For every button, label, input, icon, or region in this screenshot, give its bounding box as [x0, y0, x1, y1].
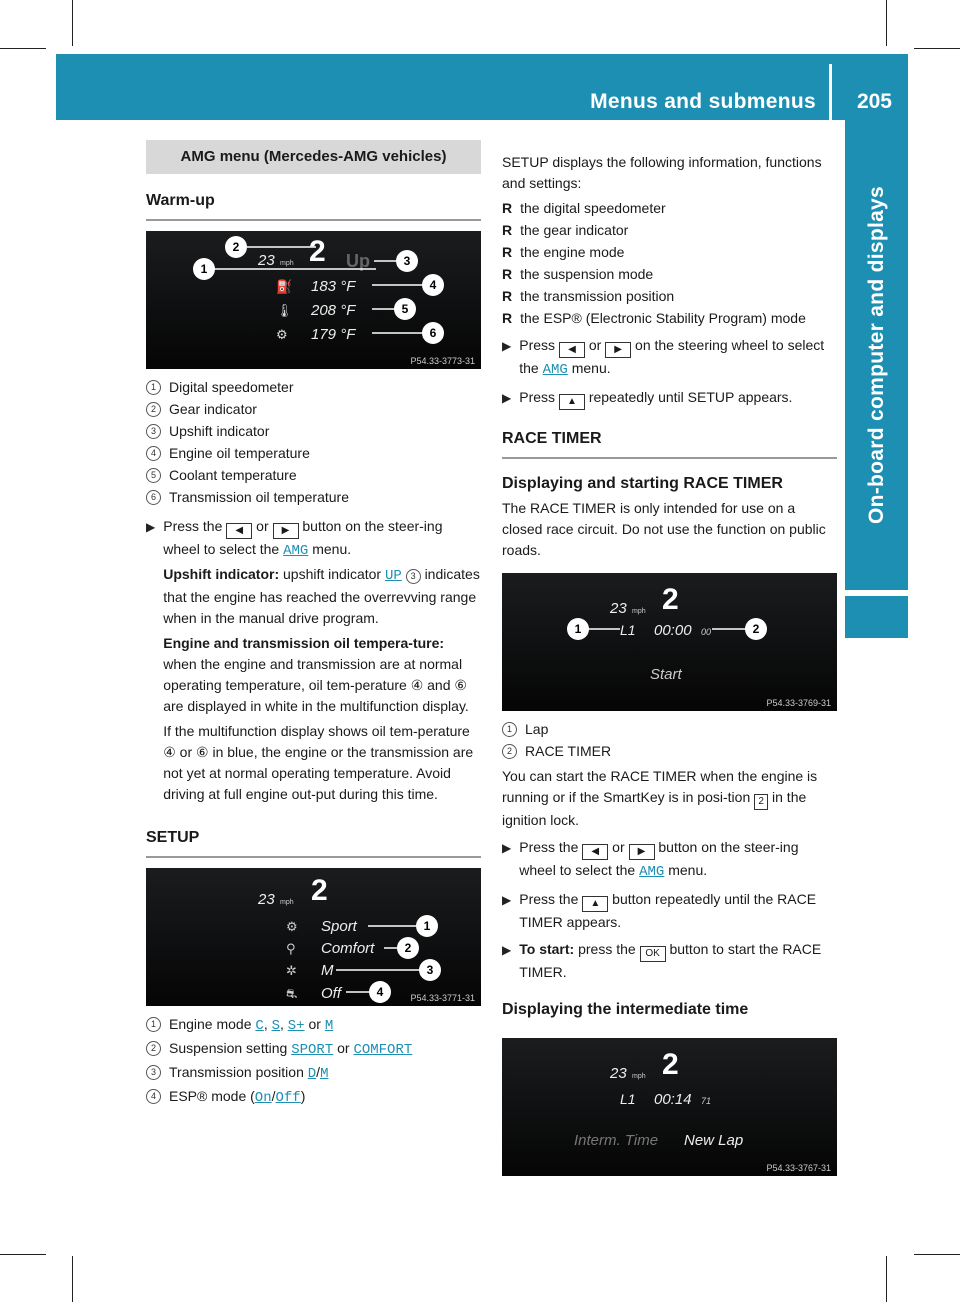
- step-text: repeatedly until SETUP appears.: [588, 389, 793, 405]
- legend-item: [502, 719, 837, 740]
- bullet-item: R the suspension mode: [502, 264, 837, 285]
- step-text: menu.: [668, 862, 708, 878]
- callout-3: 3: [426, 963, 434, 977]
- arrow-icon: ▶: [502, 841, 512, 855]
- interm-time-softkey: Interm. Time: [574, 1132, 659, 1149]
- bullet-text: the gear indicator: [520, 222, 629, 238]
- separator: ): [300, 1088, 306, 1104]
- warmup-display-figure: [146, 231, 481, 369]
- upshift-label: Upshift indicator:: [163, 566, 280, 582]
- left-button-icon: ◀: [582, 844, 608, 860]
- amg-code: AMG: [283, 543, 309, 559]
- mode-code: COMFORT: [353, 1042, 413, 1058]
- step-text: Press: [519, 337, 556, 353]
- speed-unit: mph: [632, 1073, 646, 1080]
- legend-item: [146, 1014, 481, 1037]
- oil-temp-value: 183 °F: [311, 278, 356, 295]
- legend-item: [146, 421, 481, 442]
- race-timer-figure: [502, 573, 837, 711]
- step-text: Press the: [519, 891, 579, 907]
- mode-code: M: [320, 1066, 329, 1082]
- legend-number: 3: [146, 1065, 161, 1080]
- speed-readout: 23: [610, 600, 627, 617]
- left-button-icon: ◀: [559, 342, 585, 358]
- step-text: or: [256, 518, 269, 534]
- callout-3: 3: [403, 254, 411, 268]
- arrow-icon: ▶: [502, 943, 512, 957]
- bullet-text: the ESP® (Electronic Stability Program) mode: [520, 310, 806, 326]
- bullet-text: the digital speedometer: [520, 200, 666, 216]
- race-intro: The RACE TIMER is only intended for use on a closed race circuit. Do not use the function on public roads.: [502, 500, 826, 558]
- right-column: [502, 152, 837, 1176]
- separator: or: [304, 1016, 325, 1032]
- transmission-icon: ✲: [286, 964, 297, 979]
- legend-text: Transmission position: [169, 1064, 308, 1080]
- separator: ,: [280, 1016, 288, 1032]
- intermediate-time: 00:14: [654, 1091, 692, 1108]
- setup-display-figure: [146, 868, 481, 1006]
- speed-readout: 23: [258, 891, 275, 908]
- gear-indicator: 2: [309, 235, 326, 268]
- legend-item: [146, 487, 481, 508]
- lap-readout: L1: [620, 622, 636, 638]
- legend-text: RACE TIMER: [525, 743, 612, 759]
- ignition-position-key: 2: [754, 794, 768, 810]
- figure-code: P54.33-3769-31: [766, 698, 831, 708]
- mode-code: S+: [287, 1018, 305, 1034]
- to-start-label: To start:: [519, 941, 575, 957]
- instruction-step: [146, 516, 481, 809]
- bullet-text: the transmission position: [520, 288, 675, 304]
- bullet-item: R the gear indicator: [502, 220, 837, 241]
- divider: [502, 457, 837, 459]
- intermediate-time-figure: [502, 1038, 837, 1176]
- step-text: Press: [519, 389, 556, 405]
- callout-4: 4: [429, 278, 437, 292]
- step-text: indicates that the engine has reached the overrevving range when in the manual drive program.: [163, 566, 480, 626]
- setup-intro: SETUP displays the following information, functions and settings:: [502, 154, 822, 191]
- mode-code: S: [271, 1018, 280, 1034]
- step-text: on the steering wheel to select the: [519, 337, 825, 376]
- step-text: or: [612, 839, 625, 855]
- bullet-item: R the ESP® (Electronic Stability Program) mode: [502, 308, 837, 329]
- up-code: UP: [384, 568, 402, 584]
- figure-code: P54.33-3771-31: [410, 993, 475, 1003]
- figure-code: P54.33-3767-31: [766, 1163, 831, 1173]
- instruction-step: [502, 889, 837, 933]
- crop-mark: [0, 48, 46, 49]
- legend-text: Coolant temperature: [169, 467, 297, 483]
- mode-code: D: [307, 1066, 317, 1082]
- instruction-step: [502, 939, 837, 983]
- legend-item: [146, 399, 481, 420]
- callout-2: 2: [232, 240, 240, 254]
- separator: or: [333, 1040, 354, 1056]
- callout-1: 1: [200, 262, 208, 276]
- instruction-step: [502, 837, 837, 883]
- chapter-title: On-board computer and displays: [864, 185, 888, 525]
- legend-text: Upshift indicator: [169, 423, 270, 439]
- mode-code: C: [255, 1018, 264, 1034]
- legend-number: 5: [146, 468, 161, 483]
- up-button-icon: ▲: [582, 896, 608, 912]
- legend-number: 2: [146, 1041, 161, 1056]
- race-text: You can start the RACE TIMER when the engine is running or if the SmartKey is in posi-tion: [502, 768, 818, 805]
- mode-code: On: [254, 1090, 272, 1106]
- speed-unit: mph: [280, 260, 294, 267]
- legend-text: Lap: [525, 721, 549, 737]
- step-text: button on the steer-ing wheel to select the: [519, 839, 799, 878]
- amg-code: AMG: [639, 864, 665, 880]
- speed-readout: 23: [258, 252, 275, 269]
- race-timer-heading: RACE TIMER: [502, 430, 602, 447]
- crop-mark: [886, 0, 887, 46]
- arrow-icon: ▶: [502, 893, 512, 907]
- divider: [146, 219, 481, 221]
- gear-indicator: 2: [311, 874, 328, 907]
- legend-number: 4: [146, 446, 161, 461]
- race-text: in the ignition lock.: [502, 789, 807, 828]
- legend-text: Engine mode: [169, 1016, 256, 1032]
- lap-readout: L1: [620, 1091, 636, 1107]
- gear-indicator: 2: [662, 583, 679, 616]
- callout-5: 5: [401, 302, 409, 316]
- legend-number: 3: [146, 424, 161, 439]
- legend-item: [146, 1062, 481, 1085]
- speed-readout: 23: [610, 1065, 627, 1082]
- legend-text: Engine oil temperature: [169, 445, 310, 461]
- step-text: Press the: [519, 839, 579, 855]
- transmission-temp-value: 179 °F: [311, 326, 356, 343]
- callout-2: 2: [752, 622, 760, 636]
- page-number: 205: [856, 90, 892, 113]
- amg-menu-heading: AMG menu (Mercedes-AMG vehicles): [146, 140, 481, 174]
- legend-item: [146, 1038, 481, 1061]
- step-text: button to start the RACE TIMER.: [519, 941, 822, 980]
- mode-code: M: [324, 1018, 334, 1034]
- crop-mark: [72, 0, 73, 46]
- engine-temp-label: Engine and transmission oil tempera-ture:: [163, 635, 445, 651]
- crop-mark: [914, 48, 960, 49]
- up-button-icon: ▲: [559, 394, 585, 410]
- legend-number: 6: [146, 490, 161, 505]
- callout-6: 6: [429, 326, 437, 340]
- left-button-icon: ◀: [226, 523, 252, 539]
- race-time-fraction: 00: [701, 627, 712, 637]
- legend-text: Suspension setting: [169, 1040, 292, 1056]
- warmup-legend: [146, 377, 481, 508]
- mode-code: SPORT: [291, 1042, 334, 1058]
- crop-mark: [72, 1256, 73, 1302]
- race-time: 00:00: [654, 622, 692, 639]
- legend-number: 1: [146, 1017, 161, 1032]
- bullet-item: R the engine mode: [502, 242, 837, 263]
- transmission-value: M: [321, 962, 334, 979]
- step-text: button repeatedly until the RACE TIMER appears.: [519, 891, 817, 930]
- engine-mode-value: Sport: [321, 918, 357, 935]
- amg-code: AMG: [542, 362, 568, 378]
- transmission-temp-icon: ⚙: [276, 328, 288, 343]
- legend-text: ESP® mode (: [169, 1088, 255, 1104]
- ok-button-icon: OK: [640, 946, 666, 962]
- section-title: Menus and submenus: [590, 90, 816, 113]
- legend-text: Digital speedometer: [169, 379, 294, 395]
- race-legend: [502, 719, 837, 762]
- step-text: or: [588, 337, 602, 353]
- esp-icon: ⛐: [286, 987, 298, 1002]
- callout-1: 1: [574, 622, 582, 636]
- step-text: menu.: [571, 360, 611, 376]
- header-divider: [829, 64, 832, 120]
- start-softkey: Start: [650, 666, 682, 683]
- crop-mark: [886, 1256, 887, 1302]
- mode-code: Off: [275, 1090, 301, 1106]
- legend-text: Transmission oil temperature: [169, 489, 349, 505]
- step-text: button on the steer-ing wheel to select the: [163, 518, 443, 557]
- legend-number: 1: [502, 722, 517, 737]
- legend-item: [146, 443, 481, 464]
- arrow-icon: ▶: [146, 520, 156, 534]
- callout-4: 4: [376, 985, 384, 999]
- intermediate-time-heading: Displaying the intermediate time: [502, 1001, 749, 1018]
- oil-temp-icon: ⛽: [276, 280, 293, 295]
- figure-code: P54.33-3773-31: [410, 356, 475, 366]
- bullet-text: the engine mode: [520, 244, 625, 260]
- suspension-icon: ⚲: [286, 942, 296, 957]
- gear-indicator: 2: [662, 1048, 679, 1081]
- right-button-icon: ▶: [629, 844, 655, 860]
- legend-number: 4: [146, 1089, 161, 1104]
- left-column: [146, 140, 481, 1110]
- coolant-temp-value: 208 °F: [311, 302, 356, 319]
- arrow-icon: ▶: [502, 391, 512, 405]
- crop-mark: [0, 1254, 46, 1255]
- new-lap-softkey: New Lap: [684, 1132, 744, 1149]
- separator: /: [271, 1088, 276, 1104]
- legend-item: [146, 465, 481, 486]
- step-text: Press the: [163, 518, 223, 534]
- page-header: [56, 54, 908, 120]
- chapter-sidebar: [845, 120, 908, 590]
- legend-item: [146, 1086, 481, 1109]
- speed-unit: mph: [280, 899, 294, 906]
- engine-mode-icon: ⚙: [286, 920, 298, 935]
- warmup-heading: Warm-up: [146, 192, 215, 209]
- divider: [146, 856, 481, 858]
- legend-number: 2: [146, 402, 161, 417]
- step-text: when the engine and transmission are at normal operating temperature, oil tem-perature ④ and ⑥ are displayed in white in the multifunction display.: [163, 656, 469, 714]
- displaying-race-timer-heading: Displaying and starting RACE TIMER: [502, 475, 783, 492]
- instruction-step: [502, 335, 837, 381]
- esp-value: Off: [321, 985, 342, 1002]
- instruction-step: [502, 387, 837, 410]
- legend-number: 1: [146, 380, 161, 395]
- legend-item: [146, 377, 481, 398]
- right-button-icon: ▶: [605, 342, 631, 358]
- separator: ,: [263, 1016, 272, 1032]
- callout-2: 2: [404, 941, 412, 955]
- chapter-tab: [845, 596, 908, 638]
- speed-unit: mph: [632, 608, 646, 615]
- coolant-temp-icon: 🌡: [276, 304, 293, 319]
- bullet-text: the suspension mode: [520, 266, 654, 282]
- setup-bullets: [502, 198, 837, 329]
- legend-text: Gear indicator: [169, 401, 257, 417]
- legend-item: [502, 741, 837, 762]
- step-text: menu.: [312, 541, 352, 557]
- step-text: upshift indicator: [283, 566, 382, 582]
- bullet-item: R the digital speedometer: [502, 198, 837, 219]
- suspension-value: Comfort: [321, 940, 375, 957]
- intermediate-time-fraction: 71: [701, 1096, 712, 1106]
- crop-mark: [914, 1254, 960, 1255]
- ref-3: 3: [406, 569, 421, 584]
- separator: /: [316, 1064, 321, 1080]
- step-text: press the: [578, 941, 636, 957]
- step-text: If the multifunction display shows oil tem-perature ④ or ⑥ in blue, the engine or the transmission are not yet at normal operating temperature. Avoid driving at full engine out-put during this time.: [163, 723, 474, 802]
- callout-1: 1: [423, 919, 431, 933]
- upshift-indicator: Up: [346, 251, 370, 271]
- right-button-icon: ▶: [273, 523, 299, 539]
- legend-number: 2: [502, 744, 517, 759]
- arrow-icon: ▶: [502, 339, 512, 353]
- setup-legend: [146, 1014, 481, 1109]
- bullet-item: R the transmission position: [502, 286, 837, 307]
- setup-heading: SETUP: [146, 829, 200, 846]
